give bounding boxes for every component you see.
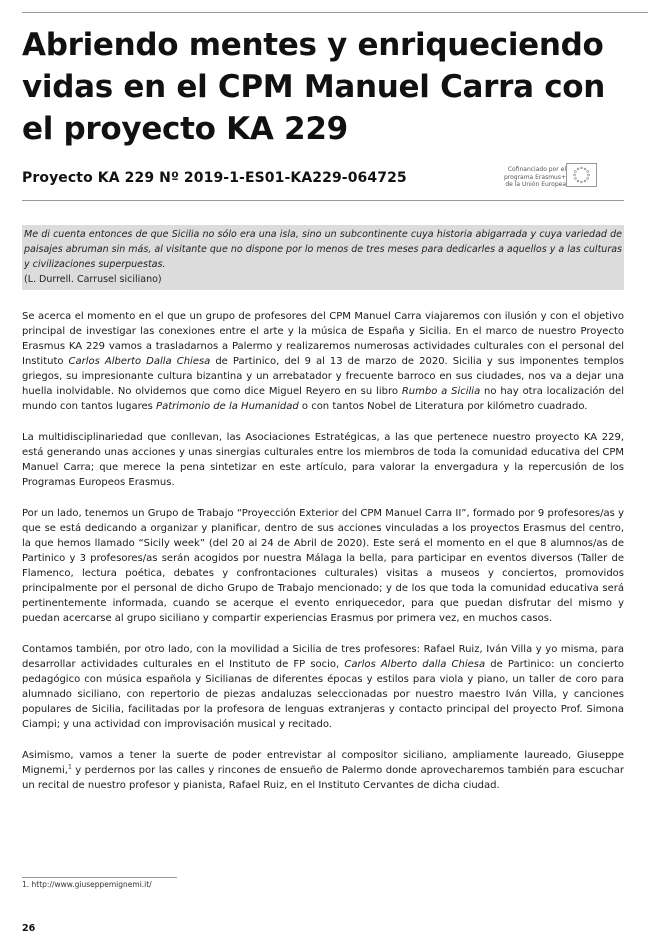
footnote: 1. http://www.giuseppemignemi.it/ (22, 880, 152, 889)
quote-source: (L. Durrell. Carrusel siciliano) (24, 274, 162, 285)
paragraph-5-text-1: Asimismo, vamos a tener la suerte de poder entrevistar al compositor siciliano, ampliamente laureado, Giuseppe Mignemi, (22, 750, 624, 776)
paragraph-4-text-2: de Partinico: un concierto pedagógico con música española y Sicilianas de diferentes épocas y estilos para viola y piano, un taller de coro para alumnado siciliano, con repertorio de piezas andaluzas seleccionadas por nuestro maestro Iván Villa, y canciones populares de Sicilia, facilitadas por la profesora de lenguas extranjeras y contacto principal del proyecto Prof. Simona Ciampi; y una actividad con improvisación musical y recitado. (22, 659, 624, 730)
footnote-divider (22, 877, 177, 878)
paragraph-5-text-2: y perdernos por las calles y rincones de ensueño de Palermo donde aprovecharemos también para escuchar un recital de nuestro profesor y pianista, Rafael Ruiz, en el Instituto Cervantes de dicha ciudad. (22, 765, 624, 791)
cofinance-line-3: de la Unión Europea (505, 181, 566, 188)
footnote-ref[interactable]: 1 (67, 763, 72, 771)
paragraph-5 (22, 748, 624, 793)
cofinance-line-2: programa Erasmus+ (503, 173, 566, 181)
eu-flag-icon (566, 163, 597, 187)
paragraph-1-text-3: no hay otra localización del mundo con tantos lugares (22, 386, 624, 412)
header-divider (22, 200, 624, 201)
paragraph-1-text-2: de Partinico, del 9 al 13 de marzo de 2020. Sicilia y sus imponentes templos griegos, su impresionante cultura bizantina y un arrebatador y frecuente barroco en sus ciudades, nos va a dejar una huella inolvidable. No olvidemos que como dice Miguel Reyero en su libro (22, 356, 624, 397)
top-divider (22, 12, 648, 13)
eu-stars-icon (567, 164, 596, 186)
paragraph-3: Por un lado, tenemos un Grupo de Trabajo “Proyección Exterior del CPM Manuel Carra II”, formado por 9 profesores/as y que se está dedicando a organizar y planificar, dentro de sus acciones vinculadas a los proyectos Erasmus del centro, la que hemos llamado “Sicily week” (del 20 al 24 de Abril de 2020). Este será el momento en el que 8 alumnos/as de Partinico y 3 profesores/as serán acogidos por nuestra Málaga la bella, para participar en eventos diversos (Taller de Flamenco, lectura poética, debates y confrontaciones culturales) visitas a museos y conciertos, promovidos principalmente por el personal de dicho Grupo de Trabajo mencionado; y de los que toda la comunidad educativa será pertinentemente informada, cuando se acerque el evento enriquecedor, para que puedan disfrutar del mismo y puedan acercarse al grupo siciliano y compartir experiencias Erasmus por primera vez, en muchos casos. (22, 508, 624, 624)
article-body (22, 309, 624, 793)
paragraph-1-text-1: Se acerca el momento en el que un grupo de profesores del CPM Manuel Carra viajaremos con ilusión y con el objetivo principal de investigar las conexiones entre el arte y la música de España y Sicilia. En el marco de nuestro Proyecto Erasmus KA 229 vamos a trasladarnos a Palermo y realizaremos numerosas actividades culturales con el personal del Instituto (22, 311, 624, 367)
project-code: Proyecto KA 229 Nº 2019-1-ES01-KA229-064725 (22, 170, 407, 186)
article-title: Abriendo mentes y enriqueciendo vidas en el CPM Manuel Carra con el proyecto KA 229 (22, 27, 606, 147)
quote-text: Me di cuenta entonces de que Sicilia no sólo era una isla, sino un subcontinente cuya historia abigarrada y cuya variedad de paisajes abruman sin más, al visitante que no dispone por lo menos de tres meses para dedicarles a aquellos y a las culturas y civilizaciones superpuestas. (24, 229, 622, 270)
paragraph-1-italic-2: Rumbo a Sicilia (401, 386, 481, 397)
cofinance-note (456, 166, 566, 189)
paragraph-4-text-1: Contamos también, por otro lado, con la movilidad a Sicilia de tres profesores: Rafael Ruiz, Iván Villa y yo misma, para desarrollar actividades culturales en el Instituto de FP socio, (22, 644, 624, 670)
paragraph-1-italic-3: Patrimonio de la Humanidad (156, 401, 299, 412)
cofinance-line-1: Cofinanciado por el (507, 166, 566, 173)
paragraph-1-text-4: o con tantos Nobel de Literatura por kilómetro cuadrado. (298, 401, 588, 412)
page-number: 26 (22, 923, 36, 934)
paragraph-4-italic-1: Carlos Alberto dalla Chiesa (344, 659, 486, 670)
paragraph-1 (22, 309, 624, 414)
paragraph-1-italic-1: Carlos Alberto Dalla Chiesa (68, 356, 211, 367)
epigraph-quote (22, 225, 624, 290)
paragraph-4 (22, 642, 624, 732)
paragraph-2: La multidisciplinariedad que conllevan, las Asociaciones Estratégicas, a las que pertenece nuestro proyecto KA 229, está generando unas acciones y unas sinergias culturales entre los miembros de toda la comunidad educativa del CPM Manuel Carra; que merece la pena sintetizar en este artículo, para valorar la envergadura y la repercusión de los Programas Europeos Erasmus. (22, 432, 624, 488)
